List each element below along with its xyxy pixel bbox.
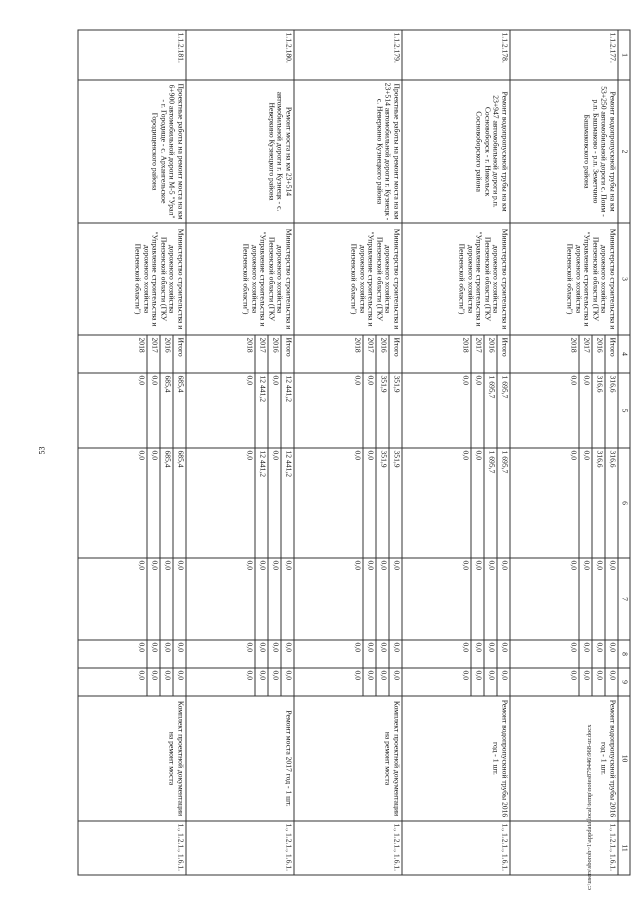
value-col-7: 0,0 (294, 558, 363, 640)
year-cell: 2016 (268, 335, 281, 373)
executor: Министерство строительства и дорожного хозяйства Пензенской области (ГКУ "Управление строительства и дорожного хозяйства Пензенской области") (186, 223, 294, 335)
value-col-5: 316,6 (605, 373, 618, 448)
value-col-5: 316,6 (592, 373, 605, 448)
value-col-7: 0,0 (281, 558, 294, 640)
value-col-9: 0,0 (268, 668, 281, 696)
value-col-5: 12 441,2 (281, 373, 294, 448)
target-indicators: 1., 1.2.1., 1.6.1. (294, 821, 402, 875)
program-table-sheet (51, 30, 631, 875)
executor: Министерство строительства и дорожного хозяйства Пензенской области (ГКУ "Управление строительства и дорожного хозяйства Пензенской области") (78, 223, 186, 335)
value-col-9: 0,0 (389, 668, 402, 696)
value-col-5: 685,4 (160, 373, 173, 448)
value-col-6: 0,0 (471, 448, 484, 558)
value-col-6: 351,9 (389, 448, 402, 558)
value-col-9: 0,0 (147, 668, 160, 696)
header-col-10: 10 (618, 696, 630, 821)
year-cell: 2018 (186, 335, 255, 373)
value-col-7: 0,0 (579, 558, 592, 640)
year-cell: 2017 (363, 335, 376, 373)
header-col-8: 8 (618, 640, 630, 668)
executor: Министерство строительства и дорожного хозяйства Пензенской области (ГКУ "Управление строительства и дорожного хозяйства Пензенской области") (510, 223, 618, 335)
value-col-5: 0,0 (510, 373, 579, 448)
value-col-9: 0,0 (281, 668, 294, 696)
year-cell: Итого (281, 335, 294, 373)
expected-result: Ремонт моста 2017 год - 1 шт. (186, 696, 294, 821)
value-col-8: 0,0 (484, 640, 497, 668)
row-id: 1.1.2.180. (186, 30, 294, 80)
value-col-6: 0,0 (579, 448, 592, 558)
year-cell: 2018 (294, 335, 363, 373)
value-col-9: 0,0 (592, 668, 605, 696)
year-cell: Итого (605, 335, 618, 373)
value-col-6: 12 441,2 (255, 448, 268, 558)
value-col-8: 0,0 (497, 640, 510, 668)
header-row (618, 30, 630, 875)
value-col-5: 0,0 (363, 373, 376, 448)
value-col-7: 0,0 (363, 558, 376, 640)
year-cell: 2016 (160, 335, 173, 373)
year-cell: 2016 (376, 335, 389, 373)
value-col-6: 0,0 (186, 448, 255, 558)
value-col-5: 0,0 (78, 373, 147, 448)
value-col-5: 351,9 (376, 373, 389, 448)
value-col-6: 316,6 (605, 448, 618, 558)
value-col-7: 0,0 (484, 558, 497, 640)
value-col-7: 0,0 (389, 558, 402, 640)
value-col-8: 0,0 (592, 640, 605, 668)
value-col-6: 12 441,2 (281, 448, 294, 558)
value-col-8: 0,0 (389, 640, 402, 668)
value-col-5: 12 441,2 (255, 373, 268, 448)
year-cell: 2018 (78, 335, 147, 373)
year-cell: Итого (497, 335, 510, 373)
header-col-3: 3 (618, 223, 630, 335)
year-cell: 2017 (147, 335, 160, 373)
year-cell: 2016 (484, 335, 497, 373)
target-indicators: 1., 1.2.1., 1.6.1. (402, 821, 510, 875)
value-col-6: 0,0 (268, 448, 281, 558)
value-col-6: 0,0 (294, 448, 363, 558)
value-col-7: 0,0 (497, 558, 510, 640)
table-body (78, 30, 618, 875)
value-col-6: 0,0 (147, 448, 160, 558)
value-col-6: 1 695,7 (497, 448, 510, 558)
expected-result: Комплект проектной документации на ремонт моста (78, 696, 186, 821)
value-col-7: 0,0 (376, 558, 389, 640)
value-col-8: 0,0 (605, 640, 618, 668)
value-col-8: 0,0 (363, 640, 376, 668)
value-col-9: 0,0 (173, 668, 186, 696)
table-row (173, 30, 186, 875)
value-col-8: 0,0 (255, 640, 268, 668)
value-col-9: 0,0 (255, 668, 268, 696)
executor: Министерство строительства и дорожного хозяйства Пензенской области (ГКУ "Управление строительства и дорожного хозяйства Пензенской области") (294, 223, 402, 335)
value-col-7: 0,0 (402, 558, 471, 640)
value-col-7: 0,0 (160, 558, 173, 640)
value-col-6: 0,0 (510, 448, 579, 558)
header-col-6: 6 (618, 448, 630, 558)
row-id: 1.1.2.178. (402, 30, 510, 80)
footer-file-path: c:\users\sboroh~1\appdata\local\temp\notes879446\968-ur.docx (586, 724, 593, 890)
value-col-9: 0,0 (579, 668, 592, 696)
measure-name: Ремонт водопропускной трубы на км 23+947 автомобильной дороги р.п. Сосновоборск - г. Никольск Сосновоборского района (402, 80, 510, 223)
header-col-11: 11 (618, 821, 630, 875)
measure-name: Ремонт моста на км 23+514 автомобильной дороги г. Кузнецк - с. Неверкино Кузнецкого района (186, 80, 294, 223)
value-col-7: 0,0 (173, 558, 186, 640)
target-indicators: 1., 1.2.1., 1.6.1. (78, 821, 186, 875)
value-col-9: 0,0 (497, 668, 510, 696)
value-col-9: 0,0 (484, 668, 497, 696)
value-col-8: 0,0 (186, 640, 255, 668)
row-id: 1.1.2.177. (510, 30, 618, 80)
value-col-5: 685,4 (173, 373, 186, 448)
value-col-8: 0,0 (402, 640, 471, 668)
year-cell: 2018 (402, 335, 471, 373)
table-row (605, 30, 618, 875)
value-col-8: 0,0 (78, 640, 147, 668)
measure-name: Ремонт водопропускной трубы на км 53+250 автомобильной дороги с. Поим - р.п. Башмаково - р.п. Земетчино Башмаковского района (510, 80, 618, 223)
year-cell: Итого (173, 335, 186, 373)
table-row (389, 30, 402, 875)
value-col-7: 0,0 (186, 558, 255, 640)
value-col-9: 0,0 (376, 668, 389, 696)
value-col-8: 0,0 (579, 640, 592, 668)
value-col-5: 0,0 (402, 373, 471, 448)
value-col-7: 0,0 (592, 558, 605, 640)
value-col-5: 0,0 (147, 373, 160, 448)
value-col-9: 0,0 (363, 668, 376, 696)
header-col-5: 5 (618, 373, 630, 448)
value-col-5: 0,0 (294, 373, 363, 448)
page-number: 53 (37, 446, 47, 455)
value-col-5: 0,0 (471, 373, 484, 448)
value-col-5: 0,0 (579, 373, 592, 448)
value-col-5: 0,0 (268, 373, 281, 448)
value-col-7: 0,0 (510, 558, 579, 640)
value-col-6: 685,4 (173, 448, 186, 558)
value-col-6: 0,0 (363, 448, 376, 558)
value-col-8: 0,0 (160, 640, 173, 668)
row-id: 1.1.2.179. (294, 30, 402, 80)
value-col-9: 0,0 (294, 668, 363, 696)
value-col-8: 0,0 (471, 640, 484, 668)
value-col-9: 0,0 (605, 668, 618, 696)
expected-result: Ремонт водопропускной трубы 2016 год - 1 шт. (510, 696, 618, 821)
value-col-8: 0,0 (376, 640, 389, 668)
value-col-7: 0,0 (268, 558, 281, 640)
measure-name: Проектные работы на ремонт моста на км 23+514 автомобильной дороги г. Кузнецк - с. Неверкино Кузнецкого района (294, 80, 402, 223)
year-cell: 2017 (255, 335, 268, 373)
expected-result: Ремонт водопропускной трубы 2016 год - 1 шт. (402, 696, 510, 821)
year-cell: 2017 (579, 335, 592, 373)
value-col-9: 0,0 (471, 668, 484, 696)
value-col-6: 685,4 (160, 448, 173, 558)
value-col-7: 0,0 (471, 558, 484, 640)
header-col-2: 2 (618, 80, 630, 223)
value-col-7: 0,0 (78, 558, 147, 640)
value-col-6: 1 695,7 (484, 448, 497, 558)
measure-name: Проектные работы на ремонт моста на км 6+900 автомобильной дороги М-5 "Урал" - г. Городище - с. Архангельское Городищенского района (78, 80, 186, 223)
value-col-8: 0,0 (510, 640, 579, 668)
value-col-8: 0,0 (281, 640, 294, 668)
value-col-6: 0,0 (402, 448, 471, 558)
value-col-8: 0,0 (294, 640, 363, 668)
value-col-5: 351,9 (389, 373, 402, 448)
value-col-5: 1 695,7 (497, 373, 510, 448)
value-col-9: 0,0 (186, 668, 255, 696)
value-col-9: 0,0 (510, 668, 579, 696)
rotated-page (50, 30, 630, 875)
value-col-7: 0,0 (147, 558, 160, 640)
header-col-7: 7 (618, 558, 630, 640)
year-cell: 2018 (510, 335, 579, 373)
header-col-1: 1 (618, 30, 630, 80)
row-id: 1.1.2.181. (78, 30, 186, 80)
value-col-8: 0,0 (268, 640, 281, 668)
header-col-4: 4 (618, 335, 630, 373)
value-col-6: 316,6 (592, 448, 605, 558)
year-cell: Итого (389, 335, 402, 373)
value-col-9: 0,0 (160, 668, 173, 696)
value-col-5: 1 695,7 (484, 373, 497, 448)
expected-result: Комплект проектной документации на ремонт моста (294, 696, 402, 821)
executor: Министерство строительства и дорожного хозяйства Пензенской области (ГКУ "Управление строительства и дорожного хозяйства Пензенской области") (402, 223, 510, 335)
value-col-8: 0,0 (147, 640, 160, 668)
value-col-5: 0,0 (186, 373, 255, 448)
target-indicators: 1., 1.2.1., 1.6.1. (510, 821, 618, 875)
table-row (281, 30, 294, 875)
value-col-7: 0,0 (255, 558, 268, 640)
target-indicators: 1., 1.2.1., 1.6.1. (186, 821, 294, 875)
table-row (497, 30, 510, 875)
value-col-7: 0,0 (605, 558, 618, 640)
header-col-9: 9 (618, 668, 630, 696)
value-col-9: 0,0 (402, 668, 471, 696)
value-col-6: 0,0 (78, 448, 147, 558)
value-col-8: 0,0 (173, 640, 186, 668)
year-cell: 2017 (471, 335, 484, 373)
year-cell: 2016 (592, 335, 605, 373)
value-col-9: 0,0 (78, 668, 147, 696)
value-col-6: 351,9 (376, 448, 389, 558)
program-table (78, 30, 631, 876)
